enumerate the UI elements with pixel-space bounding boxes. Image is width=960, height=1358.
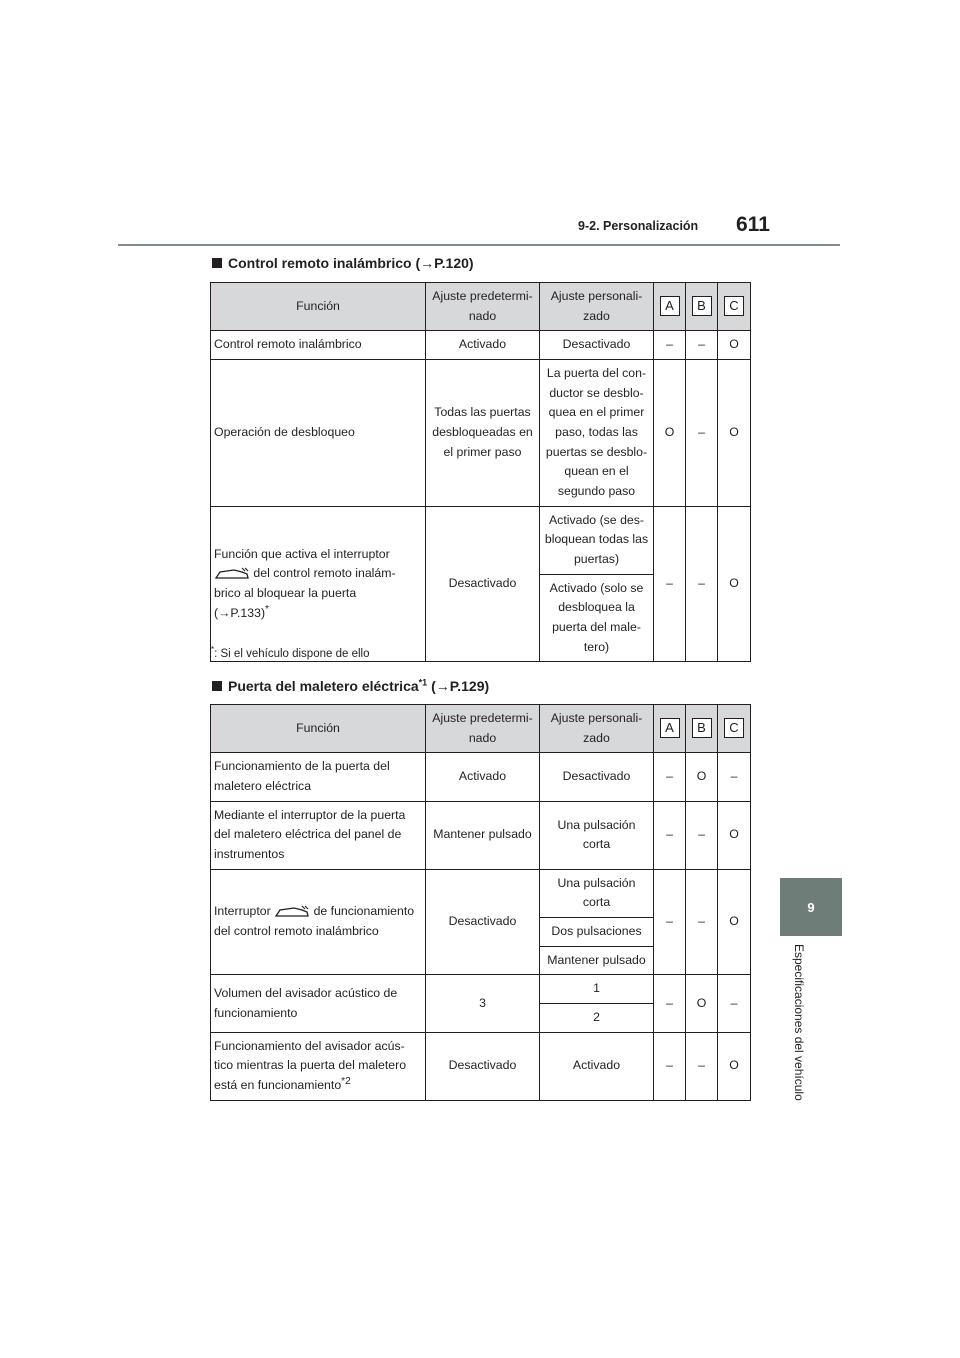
table-header-row: [211, 705, 751, 753]
cell-custom: Desactivado: [540, 753, 654, 801]
cell-custom: Mantener pulsado: [540, 946, 654, 975]
cell-default: Desactivado: [426, 1032, 540, 1100]
cell-b: –: [686, 1032, 718, 1100]
table-row: [211, 869, 751, 917]
header-c: C: [724, 718, 744, 738]
power-tailgate-table: [210, 704, 751, 1101]
header-personalizado: Ajuste personali-zado: [540, 705, 654, 753]
cell-custom: Desactivado: [540, 331, 654, 360]
table-row: [211, 801, 751, 869]
cell-custom: Dos pulsaciones: [540, 918, 654, 947]
remote-control-table: [210, 282, 751, 662]
vehicle-key-icon: [214, 566, 250, 582]
table-row: [211, 360, 751, 507]
cell-custom: Una pulsación corta: [540, 801, 654, 869]
cell-b: –: [686, 801, 718, 869]
cell-c: O: [718, 506, 751, 662]
cell-b: O: [686, 975, 718, 1032]
bullet-square-icon: [212, 681, 222, 691]
cell-funcion: Volumen del avisador acústico de funcionamiento: [211, 975, 426, 1032]
header-funcion: Función: [211, 283, 426, 331]
cell-a: –: [654, 753, 686, 801]
cell-custom: Activado (se des-bloquean todas las puertas): [540, 506, 654, 574]
chapter-tab: 9: [780, 878, 842, 936]
cell-funcion: Funcionamiento del avisador acús-tico mientras la puerta del maletero está en funcionamiento$^{*2}$: [211, 1032, 426, 1100]
cell-default: Mantener pulsado: [426, 801, 540, 869]
cell-custom: 1: [540, 975, 654, 1004]
cell-c: –: [718, 975, 751, 1032]
cell-custom: Una pulsación corta: [540, 869, 654, 917]
cell-default: Desactivado: [426, 869, 540, 975]
cell-a: –: [654, 869, 686, 975]
cell-default: Todas las puertas desbloqueadas en el primer paso: [426, 360, 540, 507]
cell-default: 3: [426, 975, 540, 1032]
section-title-tailgate: Puerta del maletero eléctrica$^{*1}$ (→P.129): [212, 678, 489, 694]
header-divider: [118, 244, 840, 246]
header-c: C: [724, 296, 744, 316]
cell-a: –: [654, 801, 686, 869]
section-heading: 9-2. Personalización: [578, 219, 699, 233]
cell-c: O: [718, 869, 751, 975]
cell-c: O: [718, 360, 751, 507]
cell-default: Desactivado: [426, 506, 540, 662]
header-a: A: [660, 296, 680, 316]
table-row: [211, 506, 751, 574]
cell-funcion: Mediante el interruptor de la puerta del maletero eléctrica del panel de instrumentos: [211, 801, 426, 869]
cell-b: –: [686, 869, 718, 975]
page-number: 611: [736, 213, 770, 236]
cell-custom: Activado (solo se desbloquea la puerta del male-tero): [540, 574, 654, 662]
section-title-text: Control remoto inalámbrico (→P.120): [228, 255, 474, 271]
cell-funcion: Funcionamiento de la puerta del maletero eléctrica: [211, 753, 426, 801]
cell-a: –: [654, 506, 686, 662]
cell-c: O: [718, 1032, 751, 1100]
table-row: [211, 1032, 751, 1100]
cell-b: O: [686, 753, 718, 801]
footnote: *: Si el vehículo dispone de ello: [211, 645, 370, 660]
cell-funcion: Operación de desbloqueo: [211, 360, 426, 507]
table-header-row: [211, 283, 751, 331]
cell-funcion: Función que activa el interruptor del control remoto inalám-brico al bloquear la puerta (→P.133)*: [211, 506, 426, 662]
cell-a: –: [654, 1032, 686, 1100]
header-funcion: Función: [211, 705, 426, 753]
bullet-square-icon: [212, 258, 222, 268]
cell-c: O: [718, 331, 751, 360]
cell-custom: Activado: [540, 1032, 654, 1100]
cell-a: O: [654, 360, 686, 507]
header-a: A: [660, 718, 680, 738]
cell-custom: 2: [540, 1004, 654, 1033]
header-b: B: [692, 718, 712, 738]
cell-b: –: [686, 331, 718, 360]
table-row: [211, 753, 751, 801]
cell-c: –: [718, 753, 751, 801]
table-row: [211, 975, 751, 1004]
cell-a: –: [654, 331, 686, 360]
cell-default: Activado: [426, 331, 540, 360]
cell-custom: La puerta del con-ductor se desblo-quea en el primer paso, todas las puertas se desblo-quean en el segundo paso: [540, 360, 654, 507]
cell-funcion: Control remoto inalámbrico: [211, 331, 426, 360]
cell-b: –: [686, 506, 718, 662]
header-personalizado: Ajuste personali-zado: [540, 283, 654, 331]
vehicle-key-icon: [274, 904, 310, 920]
cell-c: O: [718, 801, 751, 869]
cell-default: Activado: [426, 753, 540, 801]
header-b: B: [692, 296, 712, 316]
section-title-remote: [212, 255, 474, 271]
chapter-label: Especificaciones del vehículo: [792, 944, 806, 1101]
cell-b: –: [686, 360, 718, 507]
header-predeterminado: Ajuste predetermi-nado: [426, 283, 540, 331]
header-predeterminado: Ajuste predetermi-nado: [426, 705, 540, 753]
cell-funcion: Interruptor de funcionamiento del control remoto inalámbrico: [211, 869, 426, 975]
table-row: [211, 331, 751, 360]
cell-a: –: [654, 975, 686, 1032]
